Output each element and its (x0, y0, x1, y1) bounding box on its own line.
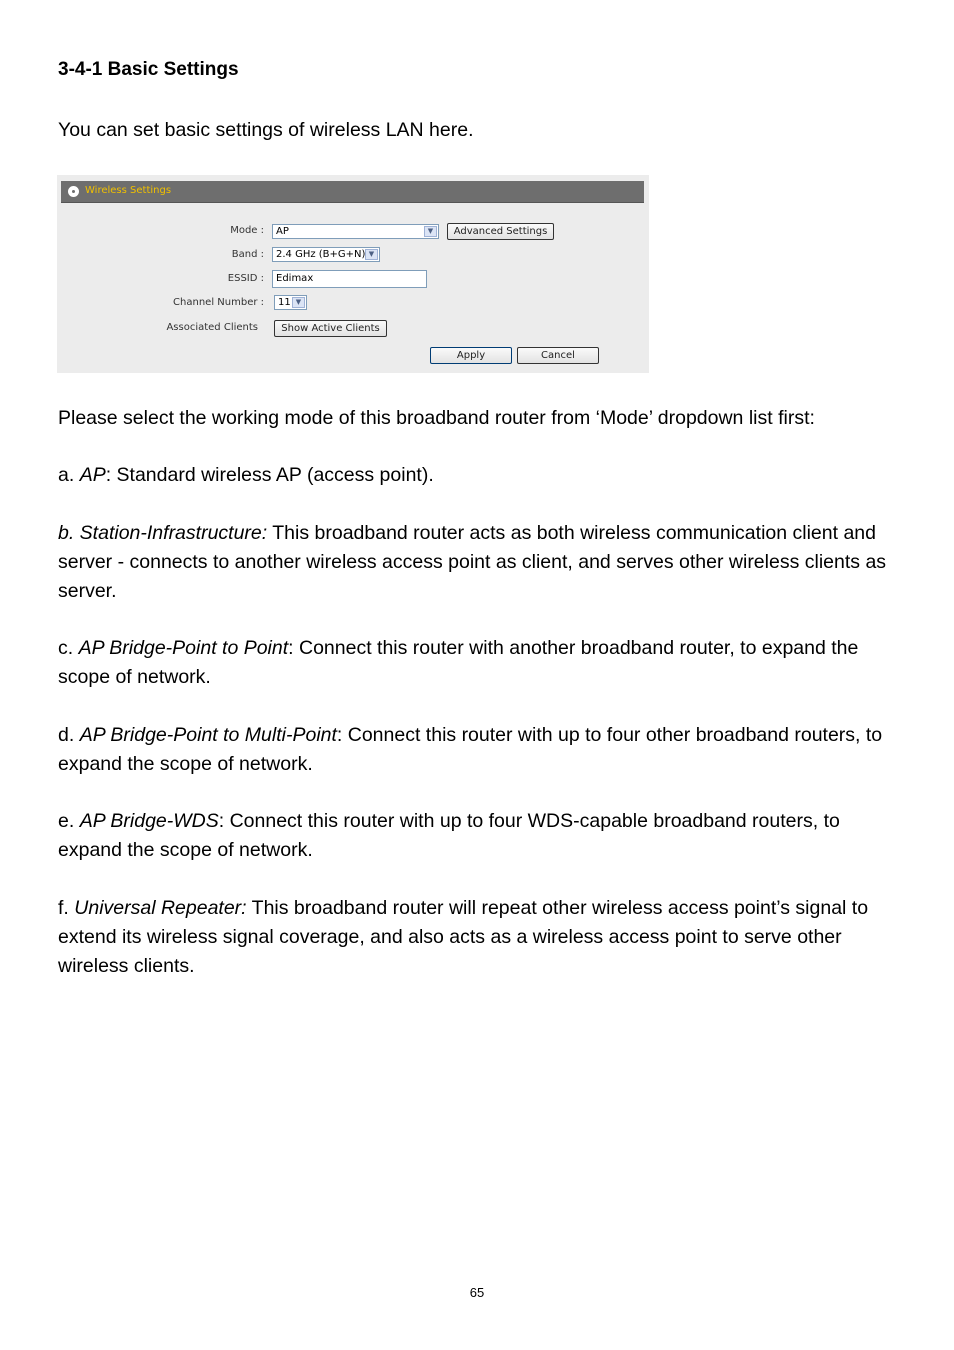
chevron-down-icon: ▼ (292, 297, 305, 308)
section-heading: 3-4-1 Basic Settings (58, 59, 239, 80)
mode-a-term: AP (79, 464, 106, 486)
mode-c-paragraph (58, 634, 908, 692)
band-select[interactable] (272, 247, 380, 262)
mode-d-paragraph (58, 721, 908, 779)
intro-paragraph: You can set basic settings of wireless LAN here. (58, 119, 474, 141)
apply-button[interactable]: Apply (430, 347, 512, 364)
mode-d-term: AP Bridge-Point to Multi-Point (79, 724, 337, 746)
mode-e-prefix: e. (58, 810, 80, 832)
mode-b-term: b. Station-Infrastructure: (58, 522, 268, 544)
band-label: Band : (231, 249, 264, 260)
essid-input[interactable]: Edimax (272, 270, 427, 288)
channel-label: Channel Number : (173, 297, 264, 308)
mode-a-prefix: a. (58, 464, 80, 486)
show-active-clients-button[interactable]: Show Active Clients (274, 320, 387, 337)
mode-d-text: : Connect this router with up to four other broadband routers, to expand the scope of network. (58, 724, 883, 775)
mode-f-term: Universal Repeater: (74, 897, 247, 919)
mode-label: Mode : (230, 225, 264, 236)
mode-b-paragraph (58, 519, 908, 606)
chevron-down-icon: ▼ (365, 249, 378, 260)
page-number: 65 (469, 1285, 485, 1300)
advanced-settings-button[interactable]: Advanced Settings (447, 223, 554, 240)
mode-e-term: AP Bridge-WDS (79, 810, 219, 832)
bullet-icon (68, 186, 79, 197)
channel-select[interactable] (274, 295, 307, 310)
mode-intro-paragraph: Please select the working mode of this broadband router from ‘Mode’ dropdown list first: (58, 407, 815, 429)
mode-value: AP (276, 226, 289, 237)
mode-a-text: : Standard wireless AP (access point). (105, 464, 434, 486)
mode-f-paragraph (58, 894, 908, 981)
mode-c-term: AP Bridge-Point to Point (78, 637, 289, 659)
mode-c-prefix: c. (58, 637, 79, 659)
mode-e-paragraph (58, 807, 908, 865)
mode-select[interactable] (272, 224, 439, 239)
mode-d-prefix: d. (58, 724, 80, 746)
panel-header (61, 181, 644, 203)
mode-b-text: This broadband router acts as both wireless communication client and server - connects to another wireless access point as client, and serves other wireless clients as server. (58, 522, 887, 602)
mode-a-paragraph (58, 461, 908, 490)
cancel-button[interactable]: Cancel (517, 347, 599, 364)
mode-c-text: : Connect this router with another broadband router, to expand the scope of network. (58, 637, 859, 688)
mode-f-text: This broadband router will repeat other wireless access point’s signal to extend its wireless signal coverage, and also acts as a wireless access point to serve other wireless clients. (58, 897, 869, 977)
channel-value: 11 (278, 297, 291, 308)
associated-clients-label: Associated Clients (166, 322, 258, 333)
mode-e-text: : Connect this router with up to four WDS-capable broadband routers, to expand the scope of network. (58, 810, 840, 861)
wireless-settings-panel (57, 175, 649, 373)
panel-title: Wireless Settings (85, 185, 172, 196)
essid-label: ESSID : (227, 273, 264, 284)
mode-f-prefix: f. (58, 897, 75, 919)
chevron-down-icon: ▼ (424, 226, 437, 237)
band-value: 2.4 GHz (B+G+N) (276, 249, 366, 260)
